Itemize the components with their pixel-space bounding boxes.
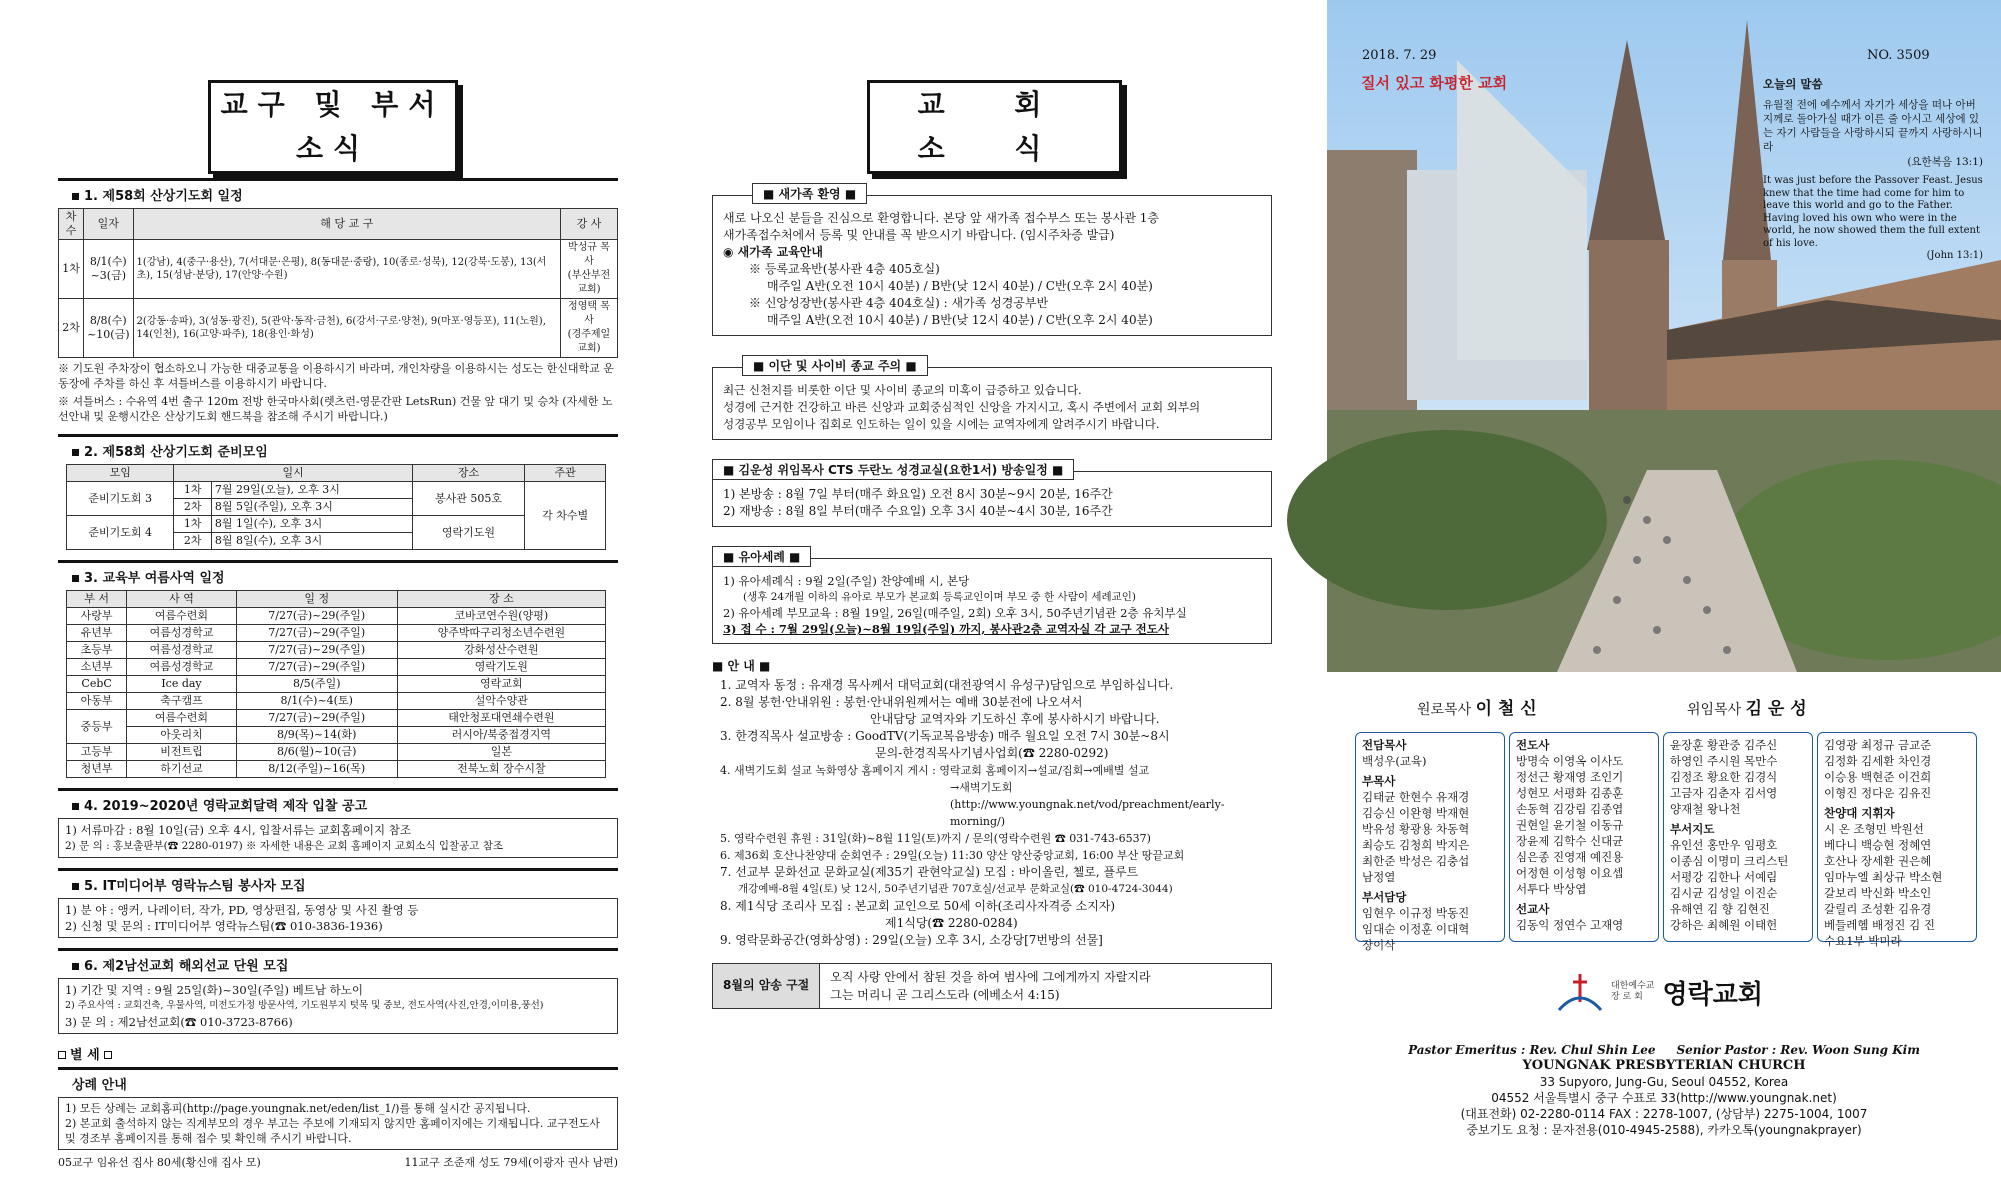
- education-table: 부 서 사 역 일 정 장 소 사랑부 여름수련회 7/27(금)~29(주일) 코바코연수원(양평) 유년부 여름성경학교 7/27(금)~29(주일) 양주박따구리청소년수련원 초등부 여름성경학교 7/27(금)~29(주일) 강화성산수련원 소년부 여름성경학교 7/27(금)~29(주일) 영락기도원 CebC Ice day 8/5(주일) 영락교회 아동부 축구캠프 8/1(수)~4(토) 설악수양관 중등부 여름수련회 7/27(금)~29(주일) 태안청포대연쇄수련원 아웃리치 8/9(목)~14(화) 러시아/북중접경지역 고등부 비전트립 8/6(월)~10(금) 일본 청년부 하기선교 8/12(주일)~16(목) 전북노회 장수시찰: [66, 590, 606, 778]
- section-6-heading: 6. 제2남선교회 해외선교 단원 모집: [58, 948, 618, 974]
- left-title: 교구 및 부서소식: [208, 80, 458, 174]
- prayer-schedule-table: 차수 일자 해 당 교 구 강 사 1차 8/1(수) ~3(금) 1(강남), 4(중구·용산), 7(서대문·은평), 8(동대문·중랑), 10(종로·성북), 12(강북·도봉), 13(서초), 15(성남·분당), 17(안양·수원) 박성규 목사 (부산부전교회) 2차 8/8(수) ~10(금) 2(강동·송파), 3(성동·광진), 5(관악·동작·금천), 6(강서·구로·양천), 9(마포·영등포), 11(노원), 14(인천), 16(고양·파주), 18(용인·화성) 정영택 목사 (경주제일교회): [58, 208, 618, 358]
- obituary-heading: 별 세: [58, 1044, 618, 1063]
- staff-box-evangelists: 전도사 방명숙 이영옥 이사도 정선근 황재영 조인기 성현모 서평화 김종훈 손동혁 김강림 김종엽 권현일 윤기철 이동규 장윤제 김학수 신대균 심은종 진영재 예진용 어정현 이성형 이요셉 서투다 박상엽 선교사 김동익 정연수 고재영: [1509, 732, 1659, 942]
- church-emblem-icon: [1557, 972, 1603, 1012]
- staff-name-row: 이형진 정다운 김유진: [1824, 786, 1932, 800]
- church-logo: 대한예수교 장 로 회 영락교회: [1557, 972, 1763, 1012]
- memory-verse: 8월의 암송 구절 오직 사랑 안에서 참된 것을 하여 범사에 그에게까지 자랄지라 그는 머리니 곧 그리스도라 (에베소서 4:15): [712, 963, 1272, 1009]
- staff-name-row: 유인선 홍만우 임평호: [1670, 838, 1778, 852]
- staff-name-row: 강하은 최혜원 이태헌: [1670, 918, 1778, 932]
- table-row: CebC Ice day 8/5(주일) 영락교회: [67, 676, 606, 693]
- section-4-heading: 4. 2019~2020년 영락교회달력 제작 입찰 공고: [58, 788, 618, 814]
- table-row: 중등부 여름수련회 7/27(금)~29(주일) 태안청포대연쇄수련원: [67, 710, 606, 727]
- staff-name-row: 갈릴리 조성환 김유경: [1824, 902, 1932, 916]
- staff-name-row: 남정열: [1362, 870, 1396, 884]
- staff-name-row: 임현우 이규정 박동진: [1362, 906, 1470, 920]
- table-row: 아웃리치 8/9(목)~14(화) 러시아/북중접경지역: [67, 727, 606, 744]
- staff-name-row: 손동혁 김강림 김종엽: [1516, 802, 1624, 816]
- note: ※ 셔틀버스 : 수유역 4번 출구 120m 전방 한국마사회(렛츠런-영문간판 LetsRun) 건물 앞 대기 및 승차 (자세한 노선안내 및 운행시간은 산상기도회 핸드북을 참조해 주시기 바랍니다.): [58, 395, 613, 423]
- staff-name-row: 김시균 김성일 이진순: [1670, 886, 1778, 900]
- staff-name-row: 방명숙 이영옥 이사도: [1516, 754, 1624, 768]
- staff-name-row: 김정화 김세환 차인경: [1824, 754, 1932, 768]
- obituary-list: 05교구 임유선 집사 80세(황신애 집사 모) 11교구 조준재 성도 79세(이광자 권사 남편): [58, 1156, 618, 1169]
- issue-date: 2018. 7. 29: [1362, 48, 1437, 63]
- staff-name-row: 김승신 이완형 박재현: [1362, 806, 1470, 820]
- staff-name-row: 윤장훈 황관중 김주신: [1670, 738, 1778, 752]
- staff-name-row: 심은종 진영재 예진용: [1516, 850, 1624, 864]
- prep-meeting-table: 모임 일시 장소 주관 준비기도회 3 1차 7월 29일(오늘), 오후 3시 봉사관 505호 각 차수별 2차 8월 5일(주일), 오후 3시 준비기도회 4 1차 8월 1일(수), 오후 3시 영락기도원 2차 8월 8일(수), 오후 3시: [66, 464, 606, 550]
- senior-pastor: 위임목사 김 운 성: [1687, 699, 1807, 719]
- section-1-heading: 1. 제58회 산상기도회 일정: [58, 178, 618, 204]
- right-header: [1327, 0, 2001, 261]
- guide-section: ■ 안 내 ■ 1. 교역자 동정 : 유재경 목사께서 대덕교회(대전광역시 유성구)담임으로 부임하십니다. 2. 8월 봉헌·안내위원 : 봉헌·안내위원께서는 예배 30분전에 나오셔서 안내담당 교역자와 기도하신 후에 봉사하시기 바랍니다. 3. 한경직목사 설교방송 : GoodTV(기독교복음방송) 매주 월요일 오전 7시 30분~8시 문의-한경직목사기념사업회(☎ 2280-0292) 4. 새벽기도회 설교 녹화영상 홈페이지 게시 : 영락교회 홈페이지→설교/집회→예배별 설교 →새벽기도회(http://www.youngnak.net/vod/preachment/early-morning/) 5. 영락수련원 휴원 : 31일(화)~8월 11일(토)까지 / 문의(영락수련원 ☎ 031-743-6537) 6. 제36회 호산나찬양대 순회연주 : 29일(오늘) 11:30 양산 양산중앙교회, 16:00 부산 땅끝교회 7. 선교부 문화선교 문화교실(제35기 관현악교실) 모집 : 바이올린, 첼로, 플루트 개강예배-8월 4일(토) 낮 12시, 50주년기념관 707호실/선교부 문화교실(☎ 010-4724-3044) 8. 제1식당 조리사 모집 : 본교회 교인으로 50세 이하(조리사자격증 소지자) 제1식당(☎ 2280-0284) 9. 영락문화공간(영화상영) : 29일(오늘) 오후 3시, 소강당[7번방의 선물]: [712, 659, 1225, 947]
- table-row: 청년부 하기선교 8/12(주일)~16(목) 전북노회 장수시찰: [67, 761, 606, 778]
- staff-name-row: 이종심 이명미 크리스틴: [1670, 854, 1789, 868]
- issue-number: NO. 3509: [1867, 48, 1930, 63]
- staff-name-row: 임마누엘 최상규 박소현: [1824, 870, 1943, 884]
- church-contact: Pastor Emeritus : Rev. Chul Shin Lee Senior Pastor : Rev. Woon Sung Kim YOUNGNAK PRESBYTERIAN CHURCH 33 Supyoro, Jung-Gu, Seoul 04552, Korea 04552 서울특별시 중구 수표로 33(http://www.youngnak.net) (대표전화) 02-2280-0114 FAX : 2278-1007, (상담부) 2275-1004, 1007 중보기도 요청 : 문자전용(010-4945-2588), 카카오톡(youngnakprayer): [1408, 1043, 1920, 1137]
- table-row: 사랑부 여름수련회 7/27(금)~29(주일) 코바코연수원(양평): [67, 608, 606, 625]
- staff-name-row: 유해연 김 향 김현진: [1670, 902, 1770, 916]
- staff-name-row: 장이삭: [1362, 938, 1396, 952]
- staff-name-row: 김정조 황요한 김경식: [1670, 770, 1778, 784]
- staff-name-row: 최승도 김청희 박지은: [1362, 838, 1470, 852]
- cult-warning-section: ■ 이단 및 사이비 종교 주의 ■ 최근 신천지를 비롯한 이단 및 사이비 종교의 미혹이 급증하고 있습니다. 성경에 근거한 건강하고 바른 신앙과 교회중심적인 신앙을 가지시고, 혹시 주변에서 교회 외부의 성경공부 모임이나 집회로 인도하는 일이 있을 시에는 교역자에게 알려주시기 바랍니다.: [712, 356, 1272, 440]
- funeral-guide-box: 1) 모든 상례는 교회홈피(http://page.youngnak.net/eden/list_1/)를 통해 실시간 공지됩니다. 2) 본교회 출석하지 않는 직계부모의 경우 부고는 주보에 기재되지 않지만 홈페이지에는 기재됩니다. 교구전도사 및 경조부 홈페이지를 통해 접수 및 확인해 주시기 바랍니다.: [58, 1097, 618, 1150]
- table-row: 2차 8/8(수) ~10(금) 2(강동·송파), 3(성동·광진), 5(관악·동작·금천), 6(강서·구로·양천), 9(마포·영등포), 11(노원), 14(인천), 16(고양·파주), 18(용인·화성) 정영택 목사 (경주제일교회): [59, 299, 618, 358]
- section-3-heading: 3. 교육부 여름사역 일정: [58, 560, 618, 586]
- funeral-guide-heading: 상례 안내: [58, 1067, 618, 1093]
- table-row: 초등부 여름성경학교 7/27(금)~29(주일) 강화성산수련원: [67, 642, 606, 659]
- staff-name-row: 베들레헴 배정진 김 진: [1824, 918, 1935, 932]
- staff-name-row: 백성우(교육): [1362, 754, 1427, 768]
- staff-name-row: 김동익 정연수 고재영: [1516, 918, 1624, 932]
- todays-word: 오늘의 말씀 유월절 전에 예수께서 자기가 세상을 떠나 아버지께로 돌아가실 때가 이른 줄 아시고 세상에 있는 자기 사람들을 사랑하시되 끝까지 사랑하시니라 (요한복음 13:1) It was just before the Passover Feast. Jesus knew that the time had come for him to leave this world and go to the Father. Having loved his own who were in the world, he now showed them the full extent of his love. (John 13:1): [1763, 77, 1983, 261]
- staff-name-row: 이승용 백현준 이건희: [1824, 770, 1932, 784]
- left-column: [58, 0, 618, 1192]
- section-5-heading: 5. IT미디어부 영락뉴스팀 봉사자 모집: [58, 868, 618, 894]
- table-row: 1차 8/1(수) ~3(금) 1(강남), 4(중구·용산), 7(서대문·은평), 8(동대문·중랑), 10(종로·성북), 12(강북·도봉), 13(서초), 15(성남·분당), 17(안양·수원) 박성규 목사 (부산부전교회): [59, 240, 618, 299]
- media-team-box: 1) 분 야 : 앵커, 나레이터, 작가, PD, 영상편집, 동영상 및 사진 촬영 등 2) 신청 및 문의 : IT미디어부 영락뉴스팀(☎ 010-3836-1936): [58, 898, 618, 938]
- staff-name-row: 서투다 박상엽: [1516, 882, 1587, 896]
- staff-name-row: 시 온 조형민 박원선: [1824, 822, 1924, 836]
- section-2-heading: 2. 제58회 산상기도회 준비모임: [58, 434, 618, 460]
- new-family-section: ■ 새가족 환영 ■ 새로 나오신 분들을 진심으로 환영합니다. 본당 앞 새가족 접수부스 또는 봉사관 1층 새가족접수처에서 등록 및 안내를 꼭 받으시기 바랍니다. (임시주차증 발급) ◉ 새가족 교육안내 ※ 등록교육반(봉사관 4층 405호실) 매주일 A반(오전 10시 40분) / B반(낮 12시 40분) / C반(오후 2시 40분) ※ 신앙성장반(봉사관 4층 404호실) : 새가족 성경공부반 매주일 A반(오전 10시 40분) / B반(낮 12시 40분) / C반(오후 2시 40분): [712, 184, 1272, 336]
- staff-name-row: 서평강 김한나 서예림: [1670, 870, 1778, 884]
- infant-baptism-section: ■ 유아세례 ■ 1) 유아세례식 : 9월 2일(주일) 찬양예배 시, 본당 (생후 24개월 이하의 유아로 부모가 본교회 등록교인이며 부모 중 한 사람이 세례교인) 2) 유아세례 부모교육 : 8월 19일, 26일(매주일, 2회) 오후 3시, 50주년기념관 2층 유치부실 3) 접 수 : 7월 29일(오늘)~8월 19일(주일) 까지, 봉사관2층 교역자실 각 교구 전도사: [712, 547, 1272, 644]
- staff-name-row: 어정현 이성형 이요셉: [1516, 866, 1624, 880]
- note: ※ 기도원 주차장이 협소하오니 가능한 대중교통을 이용하시기 바라며, 개인차량을 이용하시는 성도는 한신대학교 운동장에 주차를 하신 후 셔틀버스를 이용하시기 바랍니다.: [58, 362, 614, 390]
- staff-name-row: 고금자 김춘자 김서영: [1670, 786, 1778, 800]
- staff-name-row: 하영인 주시원 목만수: [1670, 754, 1778, 768]
- staff-name-row: 성현모 서평화 김종훈: [1516, 786, 1624, 800]
- church-motto: 질서 있고 화평한 교회: [1361, 74, 1508, 92]
- staff-name-row: 수요1부 박미라: [1824, 934, 1902, 948]
- staff-name-row: 김태균 한현수 유재경: [1362, 790, 1470, 804]
- staff-box-pastors: 전담목사 백성우(교육) 부목사 김태균 한현수 유재경 김승신 이완형 박재현 박유성 황광용 차동혁 최승도 김청희 박지은 최한준 박성은 김충섭 남정열 부서담당 임현우 이규정 박동진 임대순 이정훈 이대혁 장이삭: [1355, 732, 1505, 942]
- table-row: 고등부 비전트립 8/6(월)~10(금) 일본: [67, 744, 606, 761]
- calendar-bid-box: 1) 서류마감 : 8월 10일(금) 오후 4시, 입찰서류는 교회홈페이지 참조 2) 문 의 : 홍보출판부(☎ 2280-0197) ※ 자세한 내용은 교회 홈페이지 교회소식 입찰공고 참조: [58, 818, 618, 858]
- staff-box-evangelists-2: 윤장훈 황관중 김주신 하영인 주시원 목만수 김정조 황요한 김경식 고금자 김춘자 김서영 양재철 왕나천 부서지도 유인선 홍만우 임평호 이종심 이명미 크리스틴 서평강 김한나 서예림 김시균 김성일 이진순 유해연 김 향 김현진 강하은 최혜원 이태헌: [1663, 732, 1813, 942]
- staff-name-row: 장윤제 김학수 신대균: [1516, 834, 1624, 848]
- staff-name-row: 정선근 황재영 조인기: [1516, 770, 1624, 784]
- middle-title: 교 회 소 식: [867, 80, 1122, 174]
- table-row: 아동부 축구캠프 8/1(수)~4(토) 설악수양관: [67, 693, 606, 710]
- cts-broadcast-section: ■ 김운성 위임목사 CTS 두란노 성경교실(요한1서) 방송일정 ■ 1) 본방송 : 8월 7일 부터(매주 화요일) 오전 8시 30분~9시 20분, 16주간 2) 재방송 : 8월 8일 부터(매주 수요일) 오후 3시 40분~4시 30분, 16주간: [712, 460, 1272, 527]
- staff-name-row: 양재철 왕나천: [1670, 802, 1741, 816]
- staff-name-row: 최한준 박성은 김충섭: [1362, 854, 1470, 868]
- staff-name-row: 임대순 이정훈 이대혁: [1362, 922, 1470, 936]
- staff-name-row: 갈보리 박신화 박소인: [1824, 886, 1932, 900]
- emeritus-pastor: 원로목사 이 철 신: [1417, 699, 1537, 719]
- middle-column: [712, 0, 1282, 1192]
- staff-name-row: 김영광 최정규 금교준: [1824, 738, 1932, 752]
- staff-box-choir: 김영광 최정규 금교준 김정화 김세환 차인경 이승용 백현준 이건희 이형진 정다운 김유진 찬양대 지휘자 시 온 조형민 박원선 베다니 백승현 정혜연 호산나 장세환 권은혜 임마누엘 최상규 박소현 갈보리 박신화 박소인 갈릴리 조성환 김유경 베들레헴 배정진 김 진 수요1부 박미라: [1817, 732, 1977, 942]
- staff-name-row: 권현일 윤기철 이동규: [1516, 818, 1624, 832]
- table-row: 소년부 여름성경학교 7/27(금)~29(주일) 영락기도원: [67, 659, 606, 676]
- staff-name-row: 박유성 황광용 차동혁: [1362, 822, 1470, 836]
- staff-name-row: 베다니 백승현 정혜연: [1824, 838, 1932, 852]
- staff-name-row: 호산나 장세환 권은혜: [1824, 854, 1932, 868]
- table-row: 유년부 여름성경학교 7/27(금)~29(주일) 양주박따구리청소년수련원: [67, 625, 606, 642]
- mission-box: 1) 기간 및 지역 : 9월 25일(화)~30일(주일) 베트남 하노이 2) 주요사역 : 교회건축, 우물사역, 미전도가정 방문사역, 기도원부지 텃목 및 중보, 전도사역(사진,안경,이미용,풍선) 3) 문 의 : 제2남선교회(☎ 010-3723-8766): [58, 978, 618, 1034]
- right-footer: [1327, 672, 2001, 1192]
